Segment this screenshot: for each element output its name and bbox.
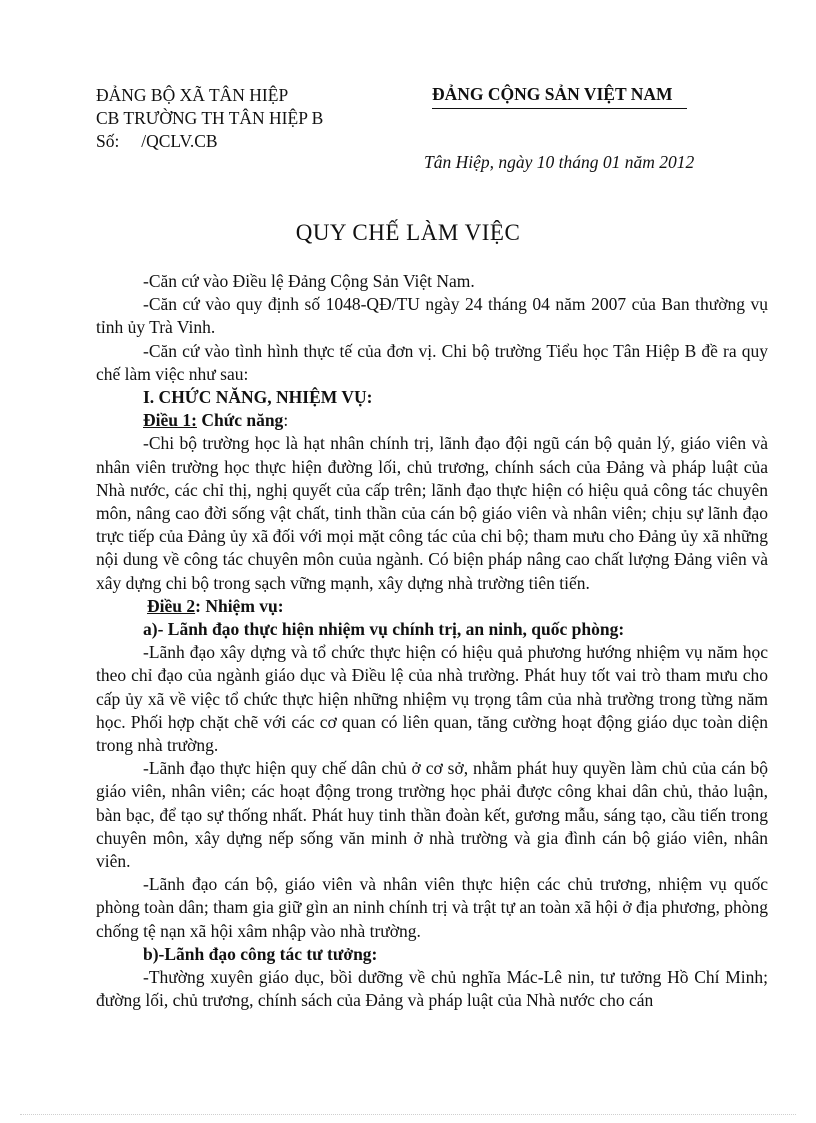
article-2-title: : Nhiệm vụ:: [195, 595, 284, 616]
document-body: [96, 270, 768, 1013]
party-committee-header: [96, 84, 323, 153]
article-1-label: Điều 1:: [143, 410, 197, 431]
intro-paragraph: -Căn cứ vào Điều lệ Đảng Cộng Sản Việt Nam.: [143, 271, 475, 291]
subsection-a-paragraph: -Lãnh đạo thực hiện quy chế dân chủ ở cơ sở, nhằm phát huy quyền làm chủ của cán bộ giáo viên, nhân viên; các hoạt động trong trường học phải được công khai dân chủ, thảo luận, bàn bạc, để tạo sự thống nhất. Phát huy tinh thần đoàn kết, gương mẫu, sáng tạo, cầu tiến trong chuyên môn, xây dựng nếp sống văn minh ở nhà trường và gia đình cán bộ giáo viên, nhân viên.: [96, 758, 768, 872]
document-number: Số: /QCLV.CB: [96, 131, 218, 151]
school-branch-name: CB TRƯỜNG TH TÂN HIỆP B: [96, 108, 324, 128]
document-title: QUY CHẾ LÀM VIỆC: [295, 220, 521, 245]
subsection-a-paragraph: -Lãnh đạo xây dựng và tổ chức thực hiện có hiệu quả phương hướng nhiệm vụ năm học theo chỉ đạo của ngành giáo dục và Điều lệ của nhà trường. Phát huy tốt vai trò tham mưu cho cấp ủy xã về việc tổ chức thực hiện những nhiệm vụ trọng tâm của nhà trường trong từng năm học. Phối hợp chặt chẽ với các cơ quan có liên quan, tăng cường hoạt động giáo dục toàn diện trong nhà trường.: [96, 642, 768, 756]
subsection-b-heading: b)-Lãnh đạo công tác tư tưởng:: [143, 943, 378, 964]
page-bottom-border: [20, 1114, 796, 1115]
article-1-heading: [96, 409, 768, 432]
intro-paragraph: -Căn cứ vào quy định số 1048-QĐ/TU ngày 24 tháng 04 năm 2007 của Ban thường vụ tỉnh ủy Trà Vinh.: [96, 294, 768, 338]
subsection-a-paragraph: -Lãnh đạo cán bộ, giáo viên và nhân viên thực hiện các chủ trương, nhiệm vụ quốc phòng toàn dân; tham gia giữ gìn an ninh chính trị và trật tự an toàn xã hội ở địa phương, phòng chống tệ nạn xã hội xâm nhập vào nhà trường.: [96, 874, 768, 941]
article-2-heading: [96, 595, 768, 618]
article-1-title: Chức năng: [196, 410, 284, 431]
section-heading: I. CHỨC NĂNG, NHIỆM VỤ:: [143, 387, 373, 408]
document-date: Tân Hiệp, ngày 10 tháng 01 năm 2012: [424, 152, 695, 172]
party-name-header: [432, 84, 687, 109]
header-underline: [432, 108, 687, 109]
subsection-a-heading: a)- Lãnh đạo thực hiện nhiệm vụ chính trị, an ninh, quốc phòng:: [143, 619, 625, 640]
party-name: ĐẢNG CỘNG SẢN VIỆT NAM: [432, 84, 673, 104]
article-1-colon: :: [283, 410, 289, 431]
article-2-label: Điều 2: [147, 595, 196, 616]
article-1-text: -Chi bộ trường học là hạt nhân chính trị, lãnh đạo đội ngũ cán bộ quản lý, giáo viên và nhân viên trường học thực hiện đường lối, chủ trương, chính sách của Đảng và pháp luật của Nhà nước, các chỉ thị, nghị quyết của cấp trên; lãnh đạo thực hiện có hiệu quả công tác chuyên môn, nâng cao đời sống vật chất, tinh thần của cán bộ giáo viên và nhân viên; chịu sự lãnh đạo trực tiếp của Đảng ủy xã đối với mọi mặt công tác của chi bộ; tham mưu cho Đảng ủy xã những nội dung về công tác chuyên môn cuủa ngành. Có biện pháp nâng cao chất lượng Đảng viên và xây dựng chi bộ trong sạch vững mạnh, xây dựng nhà trường tiên tiến.: [96, 433, 768, 593]
subsection-b-paragraph: -Thường xuyên giáo dục, bồi dưỡng về chủ nghĩa Mác-Lê nin, tư tưởng Hồ Chí Minh; đường lối, chủ trương, chính sách của Đảng và pháp luật của Nhà nước cho cán: [96, 967, 768, 1011]
party-committee-name: ĐẢNG BỘ XÃ TÂN HIỆP: [96, 85, 289, 105]
intro-paragraph: -Căn cứ vào tình hình thực tế của đơn vị. Chi bộ trường Tiểu học Tân Hiệp B đề ra quy chế làm việc như sau:: [96, 340, 768, 384]
